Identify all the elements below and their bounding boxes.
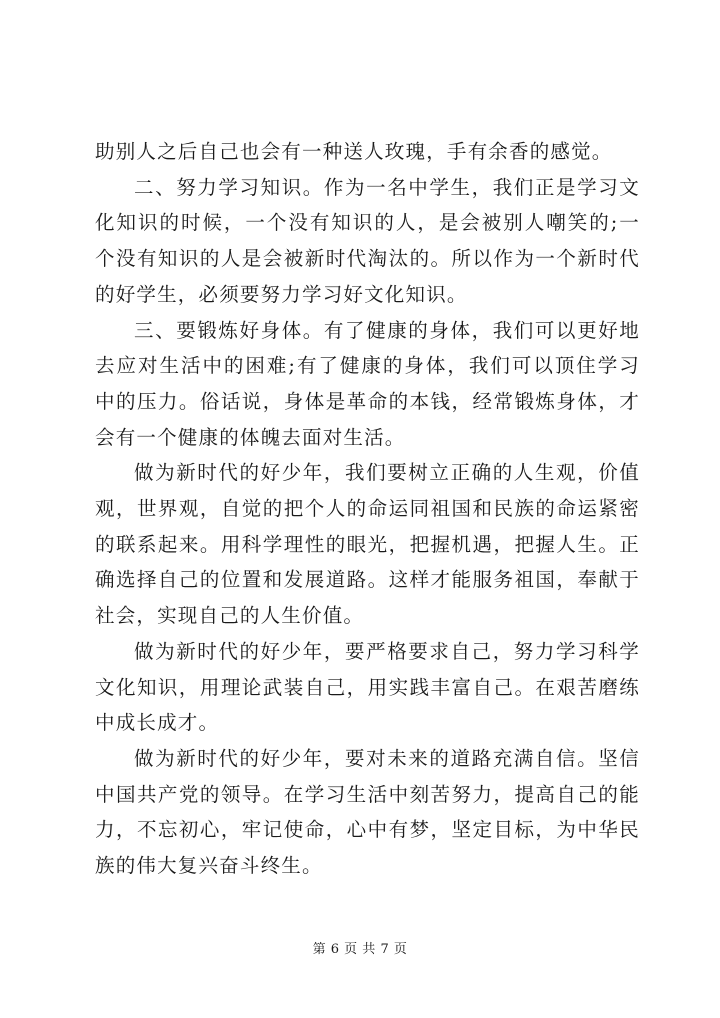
document-body	[95, 134, 640, 884]
paragraph-exercise-body: 三、要锻炼好身体。有了健康的身体，我们可以更好地去应对生活中的困难;有了健康的身体，我们可以顶住学习中的压力。俗话说，身体是革命的本钱，经常锻炼身体，才会有一个健康的体魄去面对生活。	[95, 318, 640, 449]
page-number: 第 6 页 共 7 页	[312, 942, 408, 957]
paragraph-self-discipline: 做为新时代的好少年，要严格要求自己，努力学习科学文化知识，用理论武装自己，用实践丰富自己。在艰苦磨练中成长成才。	[95, 639, 640, 735]
paragraph-worldview: 做为新时代的好少年，我们要树立正确的人生观，价值观，世界观，自觉的把个人的命运同祖国和民族的命运紧密的联系起来。用科学理性的眼光，把握机遇，把握人生。正确选择自己的位置和发展道路。这样才能服务祖国，奉献于社会，实现自己的人生价值。	[95, 461, 640, 628]
page-footer	[0, 938, 720, 957]
paragraph-study-knowledge: 二、努力学习知识。作为一名中学生，我们正是学习文化知识的时候，一个没有知识的人，是会被别人嘲笑的;一个没有知识的人是会被新时代淘汰的。所以作为一个新时代的好学生，必须要努力学习好文化知识。	[95, 175, 640, 306]
paragraph-continuation: 助别人之后自己也会有一种送人玫瑰，手有余香的感觉。	[95, 140, 613, 163]
paragraph-confidence: 做为新时代的好少年，要对未来的道路充满自信。坚信中国共产党的领导。在学习生活中刻苦努力，提高自己的能力，不忘初心，牢记使命，心中有梦，坚定目标，为中华民族的伟大复兴奋斗终生。	[95, 746, 640, 878]
